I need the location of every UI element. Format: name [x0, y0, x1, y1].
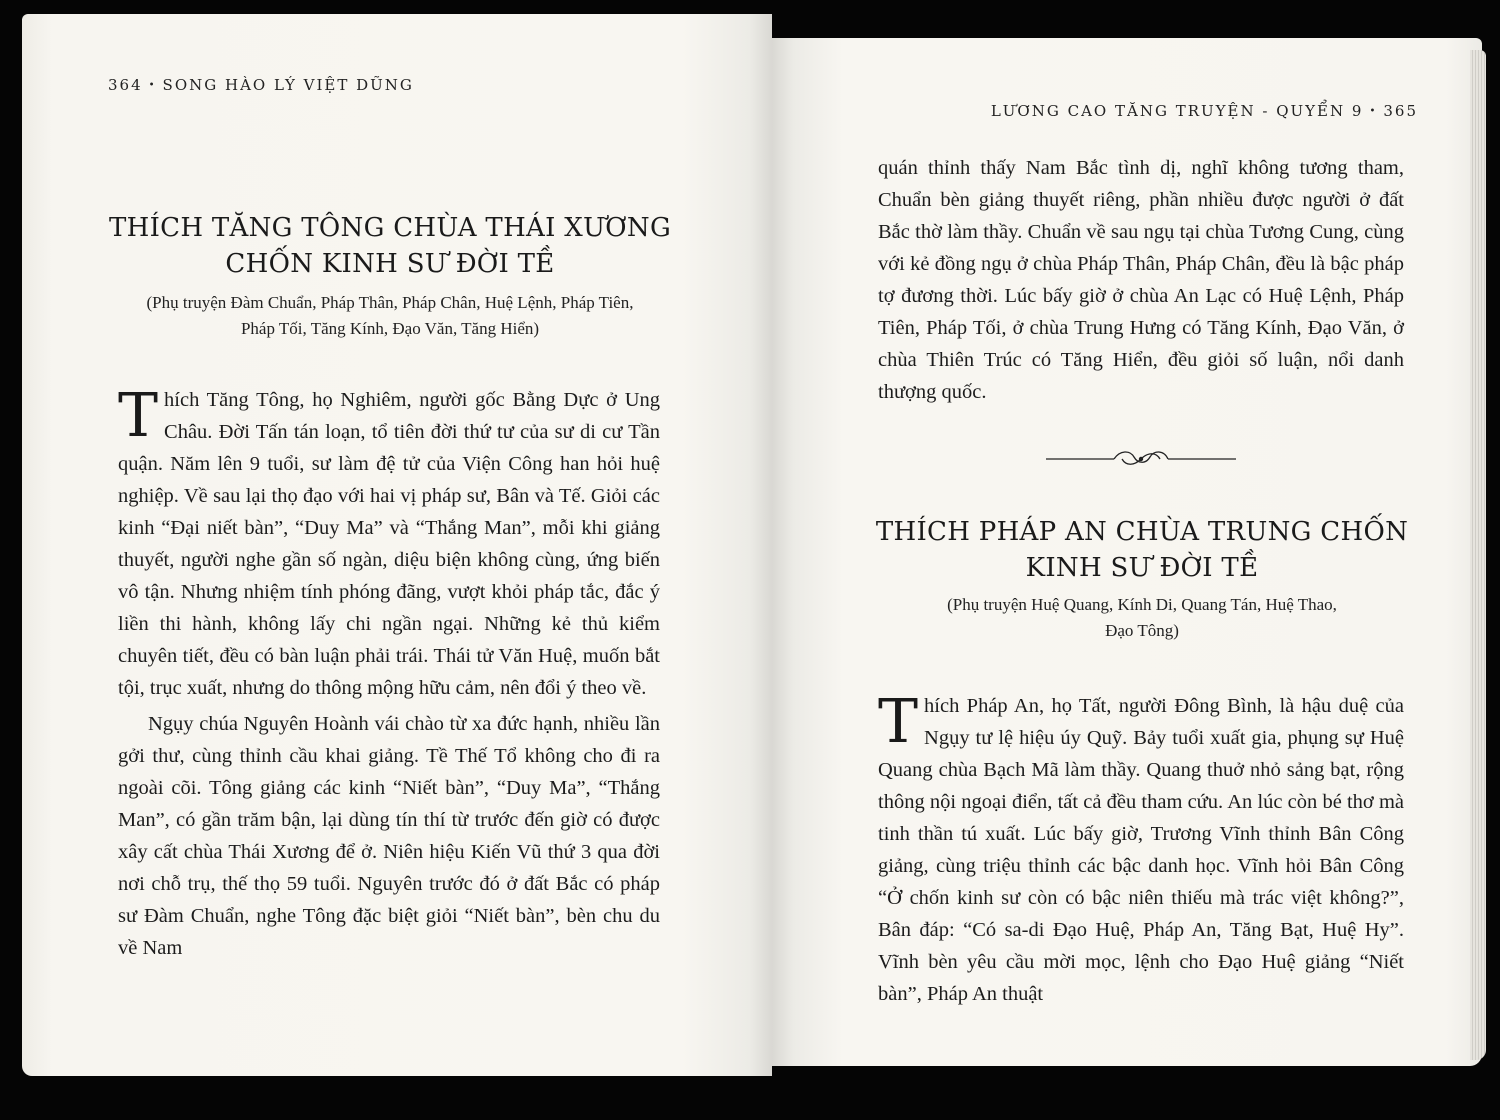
right-book-title: LƯƠNG CAO TĂNG TRUYỆN - QUYỂN 9 — [990, 102, 1364, 120]
right-head-separator: • — [1369, 106, 1378, 117]
left-subtitle-line-2: Pháp Tối, Tăng Kính, Đạo Văn, Tăng Hiển) — [240, 319, 540, 338]
right-running-head — [991, 102, 1418, 120]
left-chapter-title-line-1: THÍCH TĂNG TÔNG CHÙA THÁI XƯƠNG — [108, 213, 672, 243]
left-chapter-title-line-2: CHỐN KINH SƯ ĐỜI TỀ — [225, 249, 555, 279]
left-chapter-title — [100, 210, 680, 282]
right-chapter-title-line-2: KINH SƯ ĐỜI TỀ — [1025, 553, 1259, 583]
left-head-separator: • — [148, 80, 157, 91]
right-continued-text — [878, 152, 1404, 408]
left-running-head — [108, 76, 414, 94]
left-drop-cap: T — [118, 381, 159, 451]
right-drop-cap: T — [878, 687, 919, 757]
right-paragraph-1-text: hích Pháp An, họ Tất, người Đông Bình, là hậu duệ của Ngụy tư lệ hiệu úy Quỹ. Bảy tuổi xuất gia, phụng sự Huệ Quang chùa Bạch Mã làm thầy. Quang thuở nhỏ sảng bạt, rộng thông nội ngoại điển, tất cả đều tham cứu. An lúc còn bé thơ mà tinh thần tú xuất. Lúc bấy giờ, Trương Vĩnh thỉnh Bân Công giảng, cùng triệu thỉnh các bậc danh học. Vĩnh hỏi Bân Công “Ở chốn kinh sư còn có bậc niên thiếu mà trác việt không?”, Bân đáp: “Có sa-di Đạo Huệ, Pháp An, Tăng Bạt, Huệ Hy”. Vĩnh bèn yêu cầu mời mọc, lệnh cho Đạo Huệ giảng “Niết bàn”, Pháp An thuật — [878, 695, 1404, 1005]
background-shadow — [0, 1076, 1500, 1120]
right-subtitle-line-2: Đạo Tông) — [1105, 621, 1179, 640]
left-paragraph-1 — [118, 381, 660, 704]
left-book-title: SONG HÀO LÝ VIỆT DŨNG — [162, 76, 414, 94]
right-chapter-title-line-1: THÍCH PHÁP AN CHÙA TRUNG CHỐN — [875, 517, 1409, 547]
right-paragraph-continued: quán thỉnh thấy Nam Bắc tình dị, nghĩ không tương tham, Chuẩn bèn giảng thuyết riêng, phần nhiều được người ở đất Bắc thờ làm thầy. Chuẩn về sau ngụ tại chùa Tương Cung, cùng với kẻ đồng ngụ ở chùa Pháp Thân, Pháp Chân, đều là bậc pháp tợ đương thời. Lúc bấy giờ ở chùa An Lạc có Huệ Lệnh, Pháp Tiên, Pháp Tối, ở chùa Trung Hưng có Tăng Kính, Đạo Văn, ở chùa Thiên Trúc có Tăng Hiển, đều giỏi số luận, nổi danh thượng quốc. — [878, 157, 1404, 403]
left-paragraph-1-text: hích Tăng Tông, họ Nghiêm, người gốc Bằng Dực ở Ung Châu. Đời Tấn tán loạn, tổ tiên đời thứ tư của sư di cư Tần quận. Năm lên 9 tuổi, sư làm đệ tử của Viện Công han hỏi huệ nghiệp. Về sau lại thọ đạo với hai vị pháp sư, Bân và Tế. Giỏi các kinh “Đại niết bàn”, “Duy Ma” và “Thắng Man”, mỗi khi giảng thuyết, người nghe gần số ngàn, diệu biện không cùng, ứng biến vô tận. Nhưng nhiệm tính phóng đãng, vượt khỏi pháp tắc, đắc ý liền thi hành, không lấy chi ngần ngại. Những kẻ thủ kiểm chuyên tiết, đều có bàn luận phải trái. Thái tử Văn Huệ, muốn bắt tội, trục xuất, nhưng do thông mộng hữu cảm, nên đổi ý theo về. — [118, 389, 660, 699]
page-edges — [1470, 50, 1486, 1060]
left-page-number: 364 — [108, 76, 143, 94]
right-subtitle-line-1: (Phụ truyện Huệ Quang, Kính Di, Quang Tán, Huệ Thao, — [947, 595, 1337, 614]
right-paragraph-1 — [878, 687, 1404, 1010]
right-chapter-subtitle — [862, 592, 1422, 644]
right-chapter-title — [862, 514, 1422, 586]
right-body-text — [878, 687, 1404, 1010]
left-paragraph-2: Ngụy chúa Nguyên Hoành vái chào từ xa đức hạnh, nhiều lần gởi thư, cùng thỉnh cầu khai giảng. Tề Thế Tổ không cho đi ra ngoài cõi. Tông giảng các kinh “Niết bàn”, “Duy Ma”, “Thắng Man”, có gần trăm bận, lại dùng tín thí từ trước đến giờ có được xây cất chùa Thái Xương để ở. Niên hiệu Kiến Vũ thứ 3 qua đời nơi chỗ trụ, thế thọ 59 tuổi. Nguyên trước đó ở đất Bắc có pháp sư Đàm Chuẩn, nghe Tông đặc biệt giỏi “Niết bàn”, bèn chu du về Nam — [118, 713, 660, 959]
flourish-ornament-icon — [1046, 444, 1236, 474]
left-body-text — [118, 381, 660, 964]
right-page-number: 365 — [1383, 102, 1418, 120]
left-subtitle-line-1: (Phụ truyện Đàm Chuẩn, Pháp Thân, Pháp Chân, Huệ Lệnh, Pháp Tiên, — [146, 293, 634, 312]
left-chapter-subtitle — [100, 290, 680, 342]
